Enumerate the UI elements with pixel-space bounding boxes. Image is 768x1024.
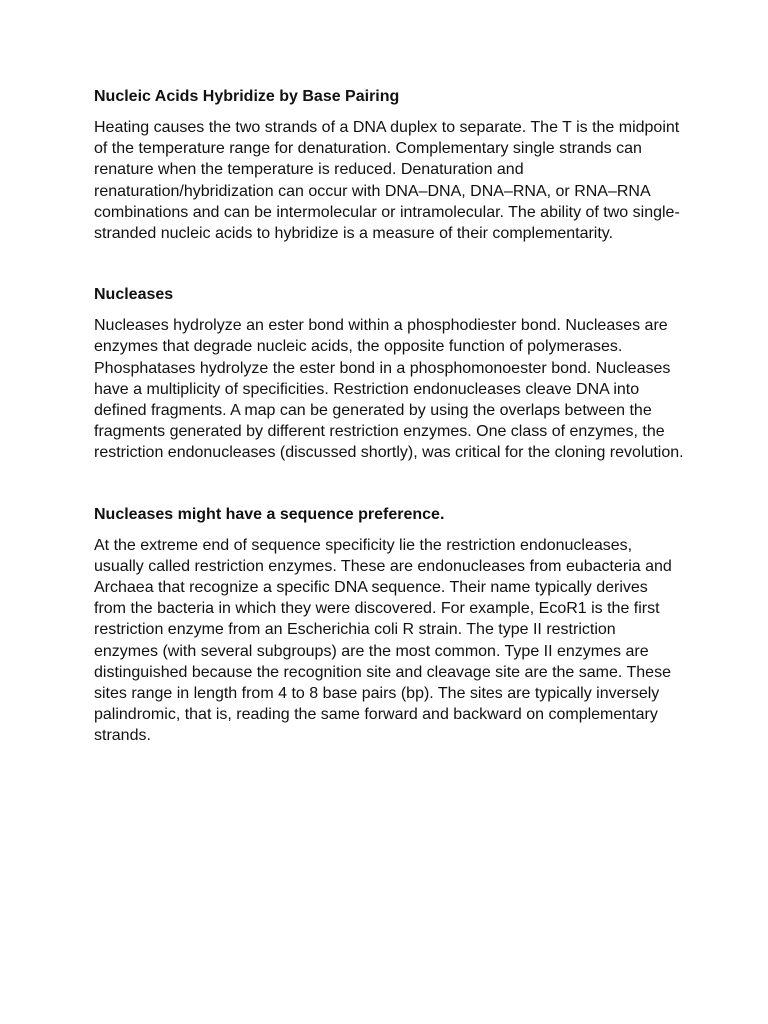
section-heading: Nucleases xyxy=(94,286,174,304)
section-paragraph: At the extreme end of sequence specificity lie the restriction endonucleases, usually called restriction enzymes. These are endonucleases from eubacteria and Archaea that recognize a specific DNA sequence. Their name typically derives from the bacteria in which they were discovered. For example, EcoR1 is the first restriction enzyme from an Escherichia coli R strain. The type II restriction enzymes (with several subgroups) are the most common. Type II enzymes are distinguished because the recognition site and cleavage site are the same. These sites range in length from 4 to 8 base pairs (bp). The sites are typically inversely palindromic, that is, reading the same forward and backward on complementary strands. xyxy=(94,536,672,745)
document-page xyxy=(94,86,684,747)
section-paragraph: Nucleases hydrolyze an ester bond within a phosphodiester bond. Nucleases are enzymes that degrade nucleic acids, the opposite function of polymerases. Phosphatases hydrolyze the ester bond in a phosphomonoester bond. Nucleases have a multiplicity of specificities. Restriction endonucleases cleave DNA into defined fragments. A map can be generated by using the overlaps between the fragments generated by different restriction enzymes. One class of enzymes, the restriction endonucleases (discussed shortly), was critical for the cloning revolution. xyxy=(94,317,684,462)
section-heading: Nucleic Acids Hybridize by Base Pairing xyxy=(94,88,400,105)
section-heading: Nucleases might have a sequence preference. xyxy=(94,505,445,523)
section-nucleases xyxy=(94,284,684,463)
section-sequence-preference xyxy=(94,504,684,747)
section-paragraph: Heating causes the two strands of a DNA duplex to separate. The T is the midpoint of the temperature range for denaturation. Complementary single strands can renature when the temperature is reduced. Denaturation and renaturation/hybridization can occur with DNA–DNA, DNA–RNA, or RNA–RNA combinations and can be intermolecular or intramolecular. The ability of two single-stranded nucleic acids to hybridize is a measure of their complementarity. xyxy=(94,119,680,243)
section-hybridization xyxy=(94,86,684,244)
